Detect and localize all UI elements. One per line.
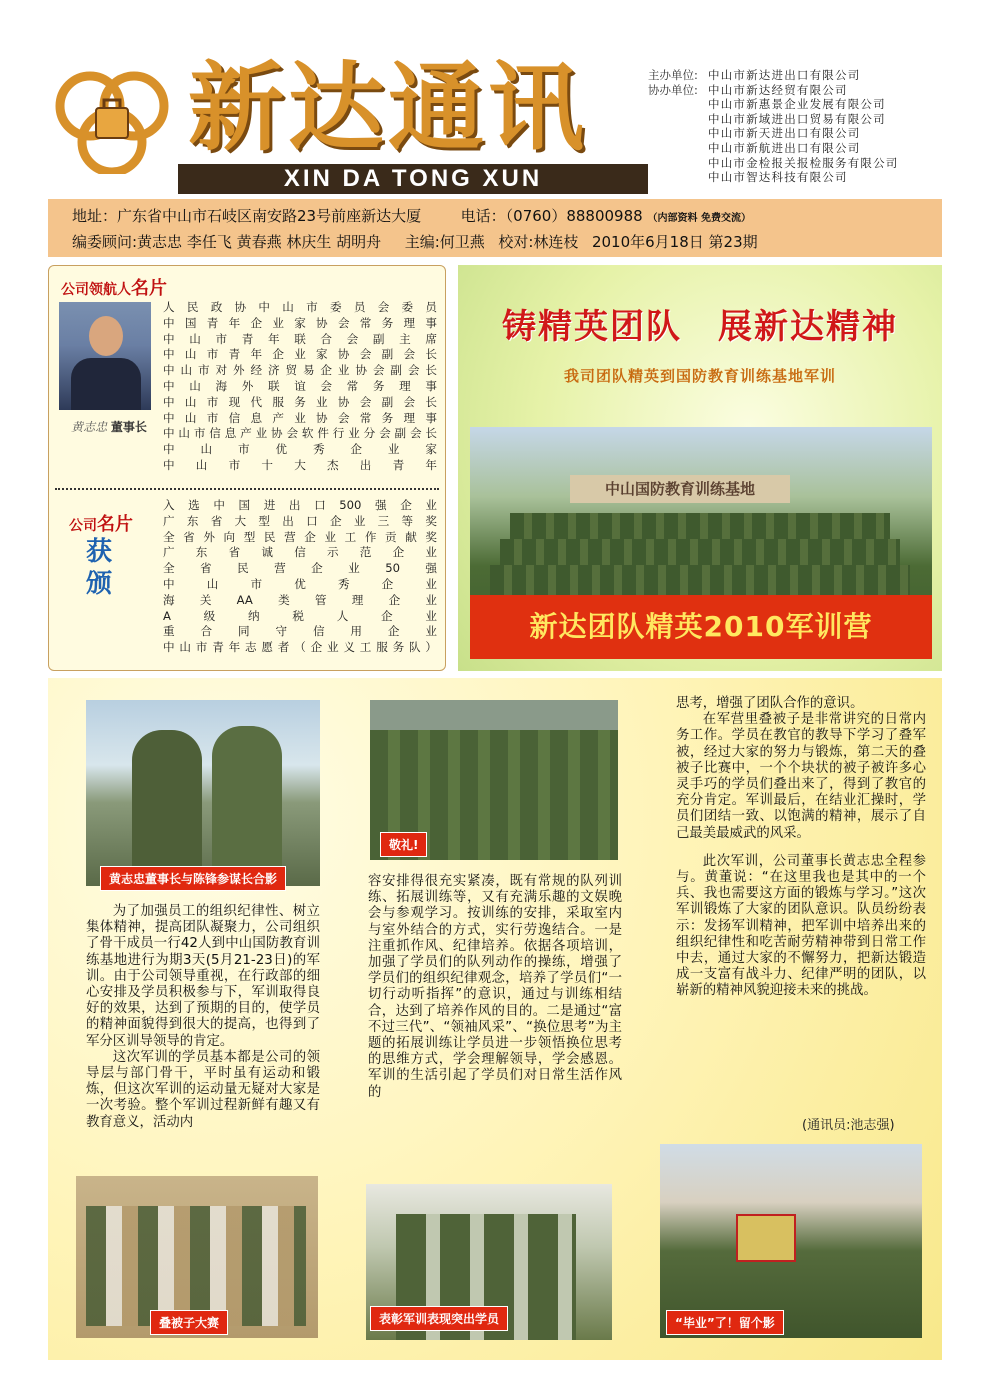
honor-item: 全省外向型民营企业工作贡献奖 bbox=[163, 529, 437, 544]
article-paragraph: 容安排得很充实紧凑，既有常规的队列训练、拓展训练等，又有充满乐趣的文娱晚会与参观学习。按训练的安排，采取室内与室外结合的方式，实行劳逸结合。一是注重抓作风、纪律培养。依据各项培训，加强了学员们的队列动作的操练，增强了学员们的组织纪律观念，培养了学员们“一切行动听指挥”的意识，通过与训练相结合，达到了培养作风的目的。二是通过“富不过三代”、“领袖风采”、“换位思考”为主题的拓展训练让学员进一步领悟换位思考的思维方式，学会理解领导，学会感恩。军训的生活引起了学员们对日常生活作风的 bbox=[368, 874, 622, 1100]
photo-graduation bbox=[660, 1144, 922, 1338]
honor-item: A级纳税人企业 bbox=[163, 608, 437, 623]
photo-caption: “毕业”了！留个影 bbox=[666, 1310, 784, 1335]
article-paragraph: 此次军训，公司董事长黄志忠全程参与。黄董说：“在这里我也是其中的一个兵、我也需要这方面的锻炼与学习。”这次军训锻炼了大家的团队意识。队员纷纷表示：发扬军训精神，把军训中培养出来的组织纪律性和吃苦耐劳精神带到日常工作中去，通过大家的不懈努力，把新达锻造成一支富有战斗力、纪律严明的团队，以崭新的精神风貌迎接未来的挑战。 bbox=[676, 853, 926, 999]
honor-item: 海关AA类管理企业 bbox=[163, 592, 437, 607]
internal-note: （内部资料 免费交流） bbox=[647, 213, 751, 224]
advisors: 编委顾问:黄志忠 李任飞 黄春燕 林庆生 胡明舟 bbox=[72, 233, 382, 251]
role-item: 人民政协中山市委员会委员 bbox=[163, 300, 437, 314]
group-banner: 新达团队精英2010军训营 bbox=[470, 595, 932, 659]
article-paragraph: 在军营里叠被子是非常讲究的日常内务工作。学员在教官的教导下学习了叠军被，经过大家的努力与锻炼，第二天的叠被子比赛中，一个个块状的被子被许多心灵手巧的学员们叠出来了，得到了教官的充分肯定。军训最后，在结业汇操时，学员们团结一致、以饱满的精神，展示了自己最美最威武的风采。 bbox=[676, 712, 926, 841]
section-divider bbox=[55, 488, 439, 490]
training-base-sign: 中山国防教育训练基地 bbox=[570, 475, 790, 503]
article-paragraph: 思考，增强了团队合作的意识。 bbox=[676, 696, 864, 711]
masthead-pinyin: XIN DA TONG XUN bbox=[178, 164, 648, 194]
article-column-2 bbox=[368, 874, 622, 1101]
publisher-list bbox=[648, 68, 948, 185]
honor-item: 重合同守信用企业 bbox=[163, 624, 437, 639]
article-paragraph: 为了加强员工的组织纪律性、树立集体精神，提高团队凝聚力，公司组织了骨干成员一行42人到中山国防教育训练基地进行为期3天(5月21-23日)的军训。由于公司领导重视，在行政部的细心安排及学员积极参与下，军训取得良好的效果，达到了预期的目的，使学员的精神面貌得到很大的提高，也得到了军分区训导领导的肯定。 bbox=[86, 904, 320, 1049]
proofreader: 校对:林连枝 bbox=[498, 233, 579, 251]
sub-headline: 我司团队精英到国防教育训练基地军训 bbox=[563, 367, 836, 385]
honor-item: 广东省诚信示范企业 bbox=[163, 545, 437, 560]
issue-info: 2010年6月18日 第23期 bbox=[591, 233, 758, 251]
host-name: 中山市新达进出口有限公司 bbox=[708, 68, 861, 82]
award-label: 获颁 bbox=[85, 537, 112, 599]
article-column-1 bbox=[86, 904, 320, 1131]
company-logo bbox=[48, 62, 176, 174]
co-host-name: 中山市新航进出口有限公司 bbox=[708, 140, 861, 155]
photo-caption: 黄志忠董事长与陈锋参谋长合影 bbox=[100, 866, 286, 891]
role-item: 中山市信息产业协会常务理事 bbox=[163, 410, 437, 425]
phone: 电话：（0760）88800988 bbox=[460, 207, 643, 225]
leader-photo-caption bbox=[59, 418, 159, 435]
role-item: 中山海外联谊会常务理事 bbox=[163, 378, 437, 393]
role-item: 中山市优秀企业家 bbox=[163, 442, 437, 457]
co-host-name: 中山市新达经贸有限公司 bbox=[708, 82, 848, 97]
role-item: 中山市现代服务业协会副会长 bbox=[163, 394, 437, 409]
article-paragraph: 这次军训的学员基本都是公司的领导层与部门骨干，平时虽有运动和锻炼，但这次军训的运动量无疑对大家是一次考验。整个军训过程新鲜有趣又有教育意义，活动内 bbox=[86, 1049, 320, 1130]
info-bar bbox=[48, 199, 942, 257]
headline-area bbox=[458, 265, 942, 671]
article-column-3 bbox=[676, 696, 926, 1000]
honor-item: 广东省大型出口企业三等奖 bbox=[163, 513, 437, 528]
honor-item: 中山市青年志愿者（企业义工服务队） bbox=[163, 640, 437, 655]
leader-roles bbox=[163, 300, 437, 474]
co-host-name: 中山市智达科技有限公司 bbox=[708, 170, 848, 185]
role-item: 中山市青年企业家协会副会长 bbox=[163, 347, 437, 362]
co-host-name: 中山市金检报关报检服务有限公司 bbox=[708, 155, 899, 170]
photo-caption: 敬礼! bbox=[380, 832, 427, 857]
company-card-heading: 公司名片 bbox=[69, 514, 133, 535]
honor-item: 入选中国进出口500强企业 bbox=[163, 498, 437, 512]
honor-item: 全省民营企业50强 bbox=[163, 561, 437, 576]
photo-leaders bbox=[86, 700, 320, 886]
editor: 主编:何卫燕 bbox=[404, 233, 485, 251]
role-item: 中山市对外经济贸易企业协会副会长 bbox=[163, 363, 437, 378]
photo-caption: 叠被子大赛 bbox=[150, 1310, 228, 1335]
leader-card-heading: 公司领航人名片 bbox=[61, 278, 167, 299]
address: 地址：广东省中山市石岐区南安路23号前座新达大厦 bbox=[72, 207, 422, 225]
role-item: 中国青年企业家协会常务理事 bbox=[163, 315, 437, 330]
leader-name: 黄志忠 bbox=[71, 420, 108, 434]
co-host-name: 中山市新惠景企业发展有限公司 bbox=[708, 97, 886, 112]
co-host-name: 中山市新天进出口有限公司 bbox=[708, 126, 861, 141]
company-honors bbox=[163, 498, 437, 656]
leader-photo bbox=[59, 302, 151, 410]
byline: (通讯员:池志强) bbox=[802, 1118, 895, 1133]
role-item: 中山市青年联合会副主席 bbox=[163, 331, 437, 346]
host-label: 主办单位: bbox=[648, 68, 698, 82]
co-host-name: 中山市新域进出口贸易有限公司 bbox=[708, 111, 886, 126]
profile-box bbox=[48, 265, 446, 671]
role-item: 中山市信息产业协会软件行业分会副会长 bbox=[163, 426, 437, 441]
group-photo bbox=[470, 427, 932, 659]
photo-caption: 表彰军训表现突出学员 bbox=[370, 1306, 508, 1331]
honor-item: 中山市优秀企业 bbox=[163, 576, 437, 591]
main-headline: 铸精英团队 展新达精神 bbox=[502, 307, 898, 347]
leader-title: 董事长 bbox=[110, 420, 147, 434]
role-item: 中山市十大杰出青年 bbox=[163, 457, 437, 472]
co-host-label: 协办单位: bbox=[648, 82, 698, 97]
masthead-title: 新达通讯 bbox=[188, 51, 588, 164]
